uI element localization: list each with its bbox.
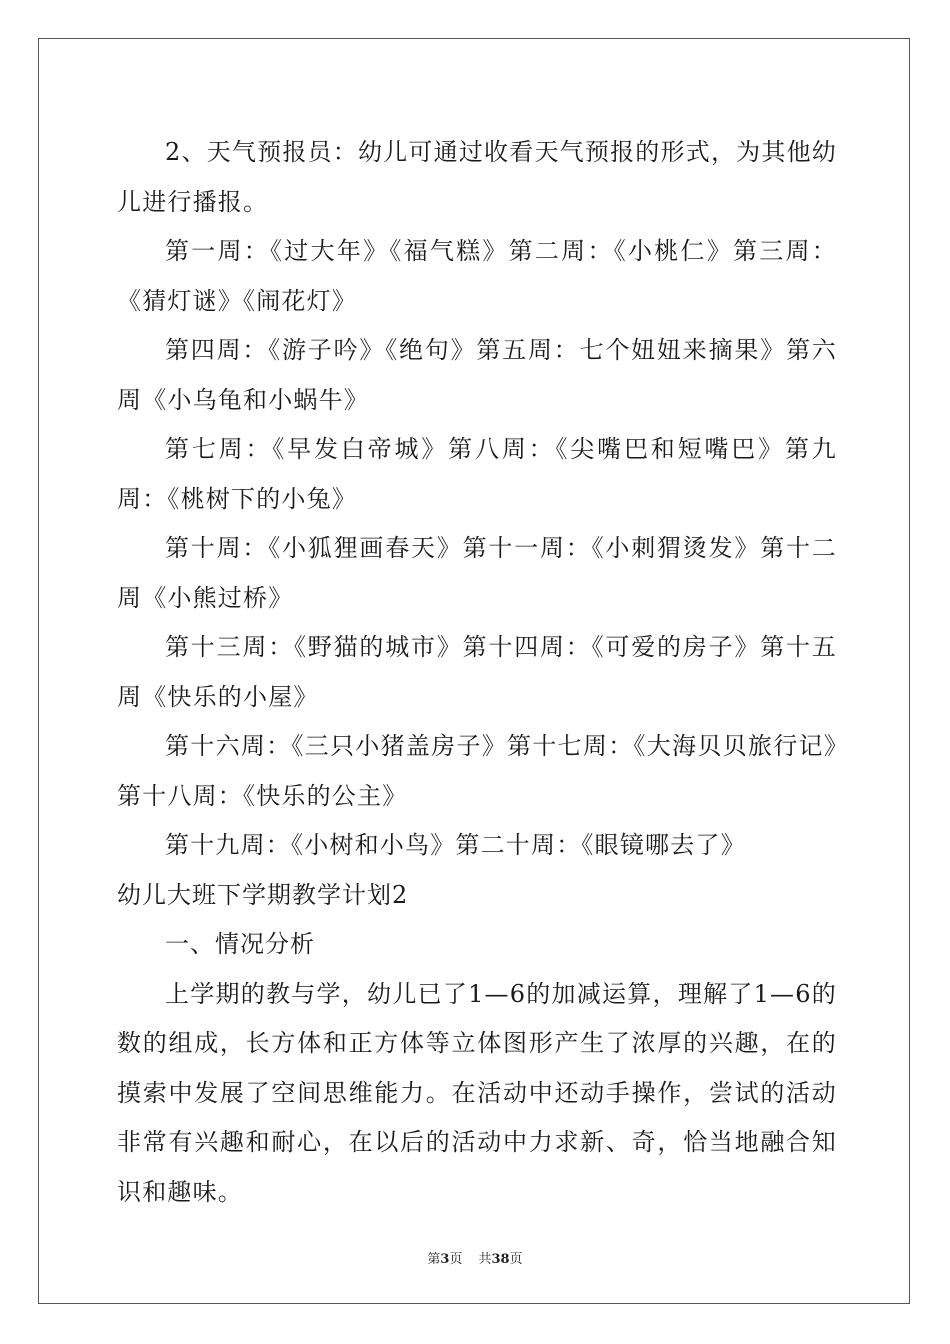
footer-total-pages: 38 (491, 1252, 510, 1267)
paragraph-weeks-16-18: 第十六周：《三只小猪盖房子》第十七周：《大海贝贝旅行记》第十八周：《快乐的公主》 (117, 732, 837, 810)
footer-page-prefix: 第 (427, 1252, 441, 1267)
paragraph-weeks-7-9: 第七周：《早发白帝城》第八周：《尖嘴巴和短嘴巴》第九周：《桃树下的小兔》 (117, 435, 837, 513)
paragraph-weeks-10-12: 第十周：《小狐狸画春天》第十一周：《小刺猬烫发》第十二周《小熊过桥》 (117, 534, 837, 612)
paragraph-weeks-19-20: 第十九周：《小树和小鸟》第二十周：《眼镜哪去了》 (165, 831, 746, 859)
paragraph-analysis: 上学期的教与学，幼儿已了1—6的加减运算，理解了1—6的数的组成，长方体和正方体等立体图形产生了浓厚的兴趣，在的摸索中发展了空间思维能力。在活动中还动手操作，尝试的活动非常有兴趣和耐心，在以后的活动中力求新、奇，恰当地融合知识和趣味。 (117, 979, 837, 1206)
paragraph-weeks-13-15: 第十三周：《野猫的城市》第十四周：《可爱的房子》第十五周《快乐的小屋》 (117, 633, 837, 711)
subsection-title: 一、情况分析 (165, 930, 315, 958)
document-body (117, 128, 837, 1217)
footer-page-suffix: 页 (449, 1252, 463, 1267)
paragraph-weather-reporter: 2、天气预报员：幼儿可通过收看天气预报的形式，为其他幼儿进行播报。 (117, 138, 837, 216)
section-title: 幼儿大班下学期教学计划2 (117, 880, 409, 909)
page-footer (0, 1248, 950, 1267)
footer-total-prefix: 共 (478, 1252, 492, 1267)
paragraph-weeks-1-3: 第一周：《过大年》《福气糕》第二周：《小桃仁》第三周：《猜灯谜》《闹花灯》 (117, 237, 837, 315)
footer-total-suffix: 页 (509, 1252, 523, 1267)
paragraph-weeks-4-6: 第四周：《游子吟》《绝句》第五周：七个妞妞来摘果》第六周《小乌龟和小蜗牛》 (117, 336, 837, 414)
footer-page-number: 3 (440, 1252, 450, 1267)
